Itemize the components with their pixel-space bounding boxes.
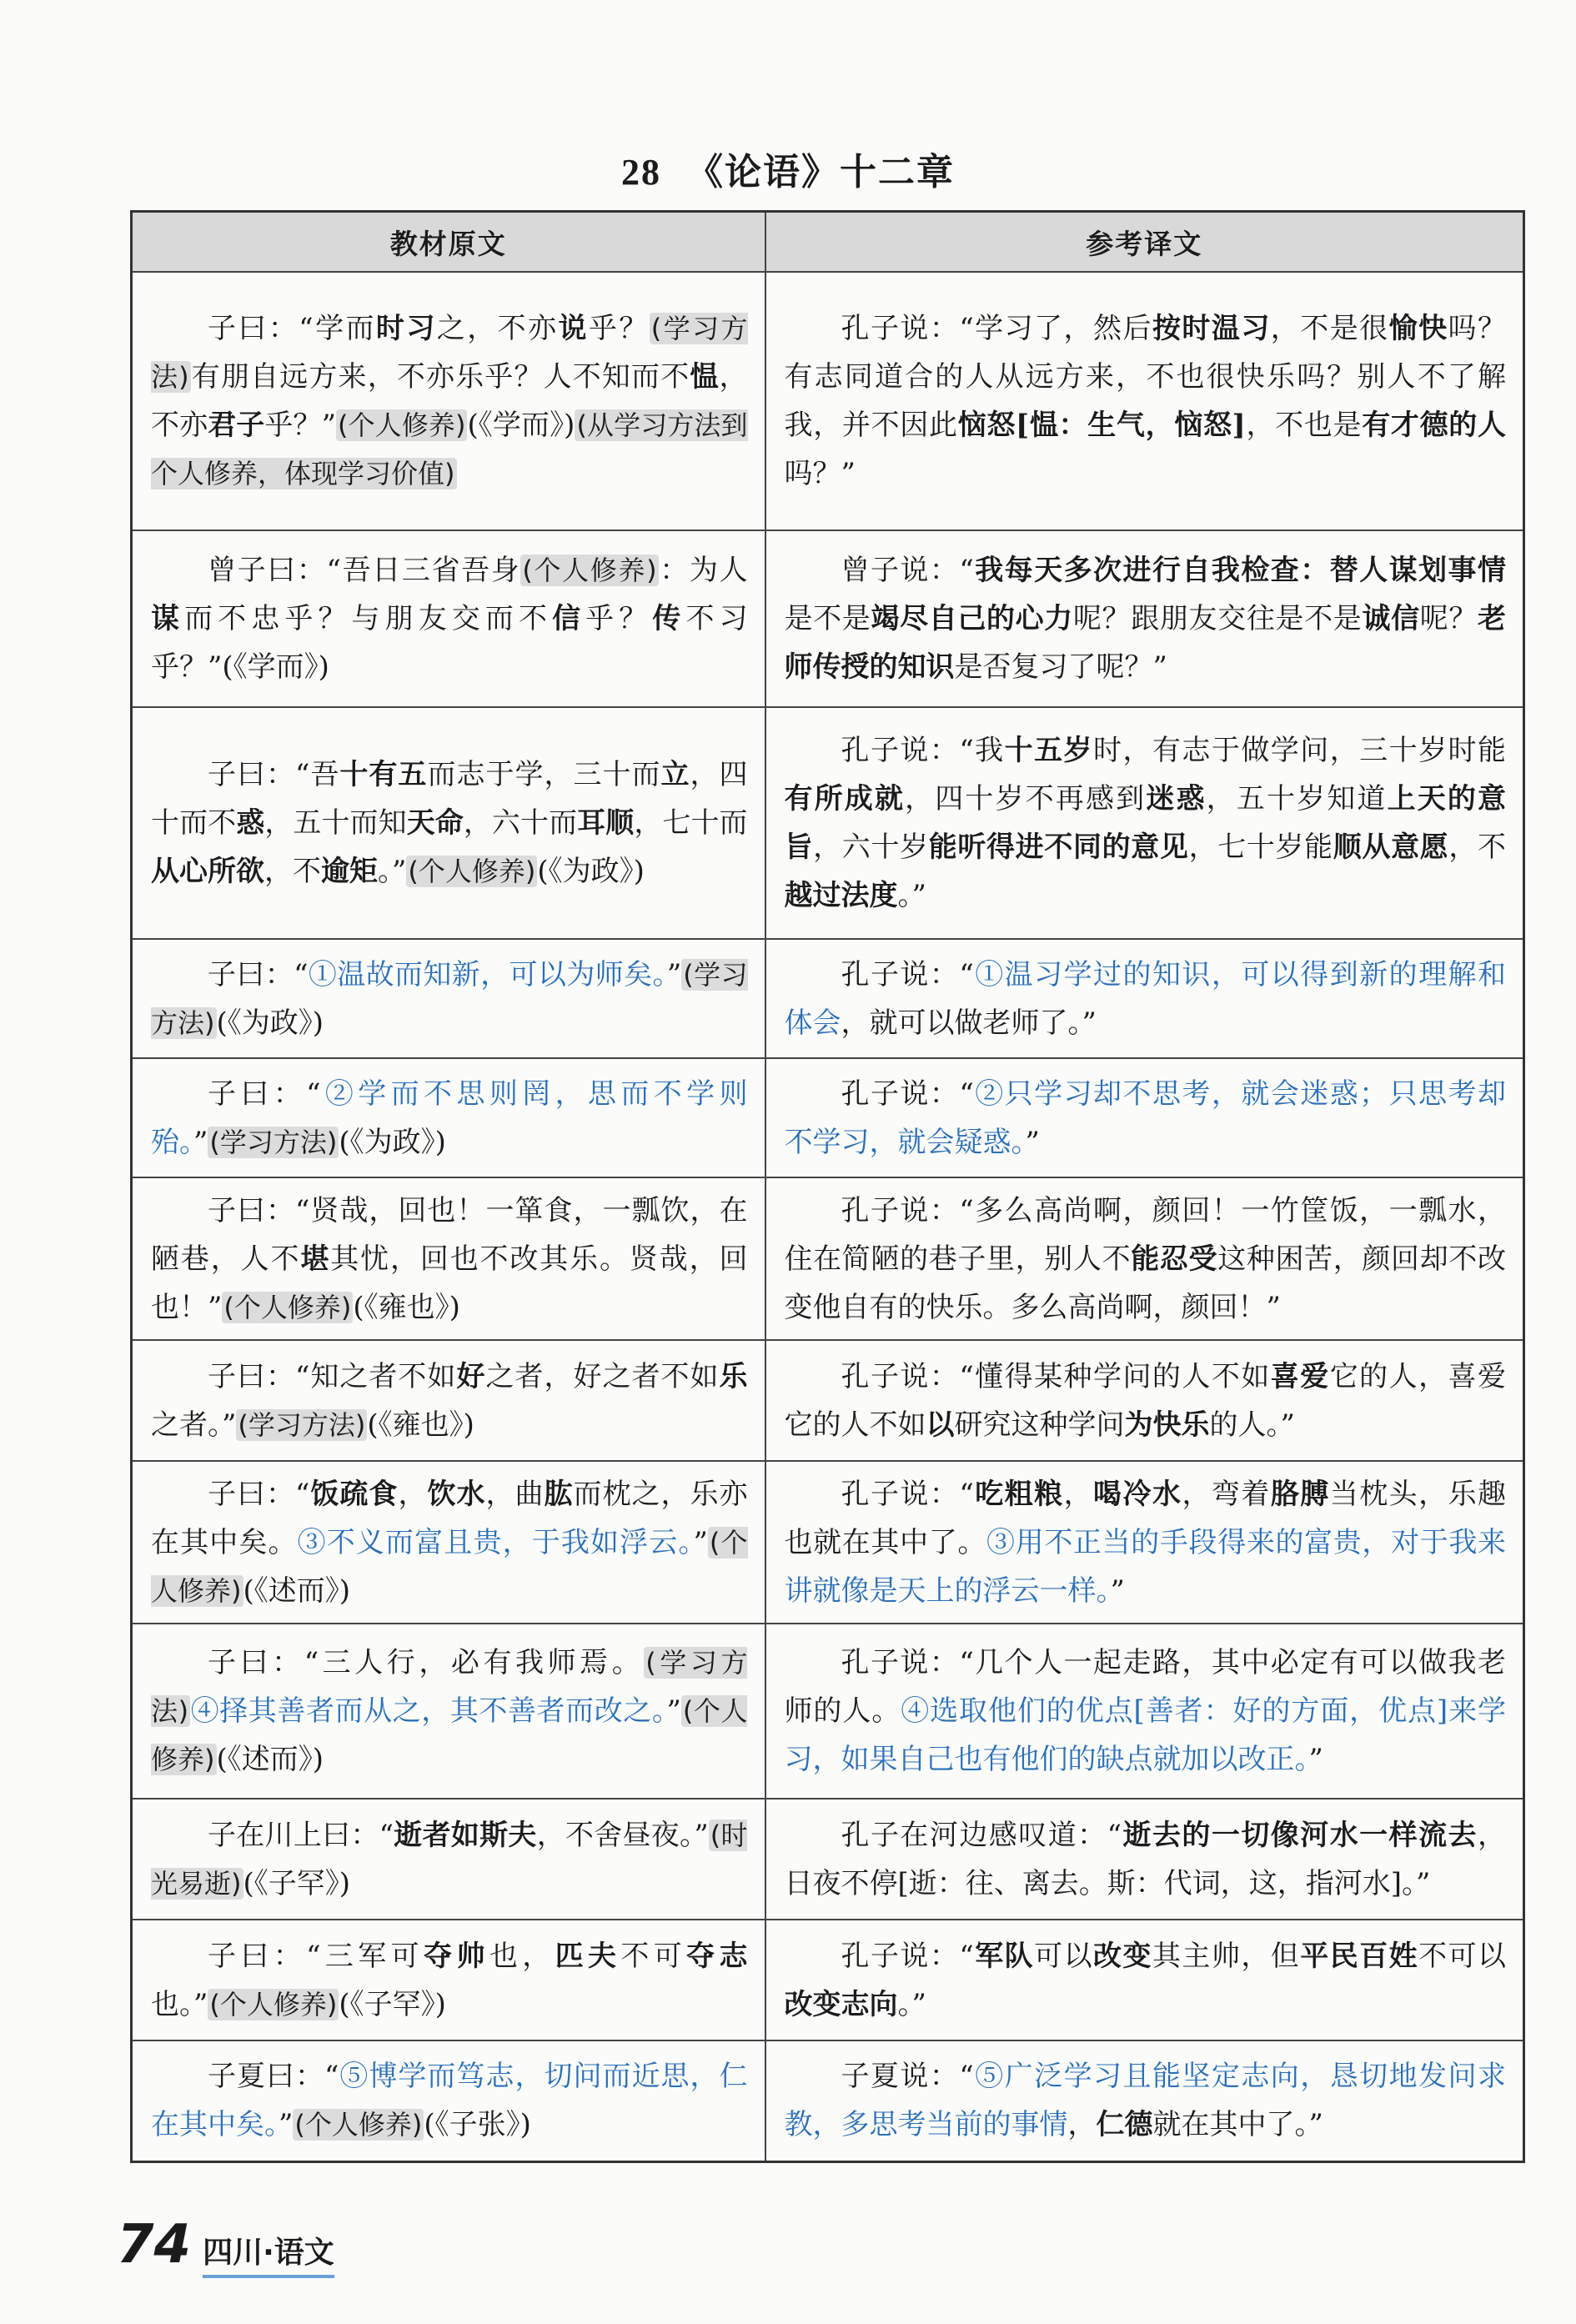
text-segment: 诚信 [1362, 602, 1420, 635]
text-segment: 按时温习 [1152, 312, 1271, 345]
text-segment: ，五十岁知道 [1206, 782, 1388, 816]
text-segment: ” [1025, 1125, 1040, 1159]
annotation-tag: (时光易逝) [151, 1819, 748, 1900]
text-segment: 不习乎？”(《学而》) [151, 602, 748, 684]
table-row [132, 939, 1524, 1058]
key-sentence: ⑤广泛学习且能坚定志向，恳切地发问求教，多思考当前的事情 [784, 2060, 1507, 2142]
table-row [132, 272, 1524, 530]
annotation-tag: (个人修养) [294, 2109, 423, 2141]
text-segment: ，六十而 [463, 806, 578, 840]
lesson-number: 28 [621, 152, 661, 193]
text-segment: ，五十而知 [264, 806, 407, 840]
annotation-tag: (个人修养) [209, 1988, 338, 2020]
table-row [132, 707, 1524, 939]
text-segment: ” [693, 1525, 708, 1559]
text-segment: 改变 [1093, 1939, 1152, 1973]
translation-text-cell [765, 1461, 1524, 1624]
text-segment: 竭尽自己的心力 [871, 602, 1073, 635]
text-segment: 迷惑 [1146, 782, 1207, 816]
annotation-tag: (个人修养) [223, 1291, 352, 1323]
text-segment: (《子罕》) [339, 1987, 446, 2021]
key-sentence: ①温习学过的知识，可以得到新的理解和体会 [784, 957, 1507, 1040]
text-segment: (《述而》) [243, 1574, 351, 1608]
text-segment: 仁德 [1096, 2108, 1153, 2142]
text-segment: 孔子说：“ [841, 1939, 974, 1973]
key-sentence: ④择其善者而从之，其不善者而改之。 [190, 1694, 667, 1728]
text-segment: 孔子说：“ [841, 957, 974, 991]
text-segment: 子在川上曰：“ [208, 1818, 394, 1852]
original-text-cell [132, 1799, 765, 1920]
translation-text-cell [765, 1920, 1524, 2040]
text-segment: 君子 [208, 409, 265, 442]
key-sentence: ②只学习却不思考，就会迷惑；只思考却不学习，就会疑惑。 [784, 1077, 1507, 1159]
text-segment: 子曰：“ [208, 957, 309, 991]
text-segment: ，四十岁不再感到 [905, 782, 1147, 816]
text-segment: (《为政》) [339, 1125, 446, 1159]
original-text-cell [132, 1058, 765, 1177]
table-row [132, 1624, 1524, 1799]
text-segment: ” [193, 1125, 208, 1159]
text-segment: ， [1063, 1477, 1094, 1511]
text-segment: 子曰：“ [208, 1077, 321, 1111]
key-sentence: ①温故而知新，可以为师矣。 [308, 957, 667, 991]
text-segment: ，弯着 [1182, 1477, 1271, 1511]
text-segment: 乎？ [588, 312, 650, 345]
text-segment: ，不是很 [1270, 312, 1389, 345]
text-segment: 平民百姓 [1300, 1939, 1419, 1973]
text-segment: 乎？ [585, 602, 653, 635]
text-segment: 十五岁 [1004, 734, 1094, 767]
text-segment: 曾子说：“ [841, 554, 974, 587]
text-segment: 乐 [719, 1359, 748, 1393]
key-sentence: ⑤博学而笃志，切问而近思，仁在其中矣。 [151, 2060, 748, 2142]
text-segment: 。” [897, 1987, 926, 2021]
lunyu-table [130, 210, 1525, 2163]
lesson-title: 《论语》十二章 [686, 151, 955, 193]
text-segment: 可以 [1034, 1939, 1094, 1973]
text-segment: (《雍也》) [367, 1408, 474, 1442]
text-segment: 它的人，喜爱它的人不如 [784, 1359, 1507, 1442]
text-segment: 天命 [406, 806, 464, 840]
text-segment: 吗？有志同道合的人从远方来，不也很快乐吗？别人不了解我，并不因此 [784, 312, 1507, 442]
text-segment: 肱 [544, 1477, 574, 1511]
text-segment: 这种困苦，颜回却不改变他自有的快乐。多么高尚啊，颜回！” [784, 1242, 1506, 1324]
text-segment: 有才德的人 [1362, 409, 1507, 442]
text-segment: 孔子在河边感叹道：“ [841, 1818, 1122, 1852]
text-segment: 越过法度 [784, 879, 898, 912]
text-segment: 其忧，回也不改其乐。贤哉，回也！” [151, 1242, 748, 1324]
text-segment: 孔子说：“ [841, 1077, 974, 1111]
text-segment: 而不忠乎？与朋友交而不 [184, 602, 553, 635]
original-text-cell [132, 1624, 765, 1799]
text-segment: 孔子说：“ [841, 1477, 974, 1511]
text-segment: 吃粗粮 [973, 1477, 1064, 1511]
text-segment: 研究这种学问 [954, 1408, 1125, 1442]
text-segment: 不可以 [1418, 1939, 1507, 1973]
original-text-cell [132, 1177, 765, 1340]
text-segment: 夺志 [686, 1939, 748, 1973]
text-segment: ，不也是 [1245, 409, 1363, 442]
text-segment: (《为政》) [216, 1006, 324, 1040]
table-row [132, 1340, 1524, 1461]
text-segment: ，七十而 [634, 806, 748, 840]
text-segment: 子曰：“吾 [208, 758, 340, 791]
text-segment: ， [1067, 2108, 1097, 2142]
translation-text-cell [765, 272, 1524, 530]
text-segment: 子曰：“贤哉，回也！一箪食，一瓢饮，在陋巷，人不 [151, 1193, 748, 1276]
annotation-tag: (学习方法) [238, 1408, 366, 1441]
text-segment: ” [279, 2108, 294, 2142]
text-segment: 逝去的一切像河水一样流去 [1122, 1818, 1478, 1852]
text-segment: 有所成就 [784, 782, 906, 816]
text-segment: ” [666, 957, 682, 991]
text-segment: 。” [378, 855, 407, 888]
text-segment: 军队 [973, 1939, 1035, 1973]
text-segment: 孔子说：“懂得某种学问的人不如 [841, 1359, 1271, 1393]
table-row [132, 1058, 1524, 1177]
text-segment: 孔子说：“我 [841, 734, 1005, 767]
text-segment: ，四十而不 [151, 758, 748, 840]
text-segment: 我每天多次进行自我检查：替人谋划事情 [973, 554, 1507, 587]
text-segment: 好 [456, 1359, 486, 1393]
header-translation: 参考译文 [765, 212, 1524, 273]
table-row [132, 1461, 1524, 1624]
table-row [132, 530, 1524, 707]
text-segment: 子夏曰：“ [208, 2060, 339, 2094]
text-segment: 乎？” [264, 409, 336, 442]
text-segment: 。” [897, 879, 926, 912]
text-segment: 子曰：“知之者不如 [208, 1359, 457, 1393]
text-segment: ” [1308, 1743, 1323, 1776]
text-segment: 而志于学，三十而 [427, 758, 661, 791]
text-segment: 孔子说：“几个人一起走路，其中必定有可以做我老师的人。 [784, 1646, 1506, 1728]
text-segment: 饮水 [427, 1477, 486, 1511]
annotation-tag: (个人修养) [408, 856, 536, 887]
text-segment: 子夏说：“ [841, 2060, 974, 2094]
text-segment: ：为人 [658, 554, 748, 587]
translation-text-cell [765, 1058, 1524, 1177]
key-sentence: ③不义而富且贵，于我如浮云。 [297, 1525, 694, 1559]
text-segment: ，就可以做老师了。” [841, 1006, 1097, 1040]
text-segment: 传 [652, 602, 686, 635]
table-header-row [132, 212, 1524, 273]
annotation-tag: (学习方法) [151, 958, 748, 1039]
table-row [132, 1920, 1524, 2040]
annotation-tag: (学习方法) [151, 1647, 748, 1727]
original-text-cell [132, 1920, 765, 2040]
text-segment: 子曰：“学而 [208, 312, 376, 345]
text-segment: 以 [926, 1408, 955, 1442]
page-number: 74 [117, 2214, 192, 2276]
text-segment: ，曲 [485, 1477, 545, 1511]
translation-text-cell [765, 2040, 1524, 2161]
table-row [132, 1799, 1524, 1920]
translation-text-cell [765, 939, 1524, 1058]
text-segment: 而枕之，乐亦在其中矣。 [151, 1477, 748, 1559]
text-segment: 愉快 [1388, 312, 1448, 345]
translation-text-cell [765, 1799, 1524, 1920]
text-segment: 吗？” [784, 457, 856, 490]
original-text-cell [132, 1461, 765, 1624]
text-segment: 时习 [375, 312, 437, 345]
key-sentence: ④选取他们的优点[善者：好的方面，优点]来学习，如果自己也有他们的缺点就加以改正。 [784, 1694, 1507, 1776]
text-segment: 呢？跟朋友交往是不是 [1072, 602, 1363, 635]
text-segment: 惑 [236, 806, 265, 840]
text-segment: 耳顺 [577, 806, 635, 840]
key-sentence: ③用不正当的手段得来的富贵，对于我来讲就像是天上的浮云一样。 [784, 1525, 1507, 1608]
text-segment: 立 [660, 758, 690, 791]
text-segment: 子曰：“三人行，必有我师焉。 [208, 1646, 645, 1679]
translation-text-cell [765, 1340, 1524, 1461]
annotation-tag: (从学习方法到个人修养，体现学习价值) [151, 409, 748, 489]
text-segment: 逝者如斯夫 [394, 1818, 537, 1852]
text-segment: 不可 [620, 1939, 687, 1973]
subject-label: 四川·语文 [203, 2229, 334, 2278]
text-segment: 十有五 [339, 758, 428, 791]
text-segment: 曾子曰：“吾日三省吾身 [208, 554, 521, 587]
original-text-cell [132, 1340, 765, 1461]
annotation-tag: (个人修养) [151, 1526, 748, 1607]
annotation-tag: (学习方法) [151, 313, 748, 393]
text-segment: ，不舍昼夜。” [536, 1818, 709, 1852]
text-segment: 顺从意愿 [1333, 831, 1449, 864]
text-segment: 之者，好之者不如 [485, 1359, 720, 1393]
text-segment: 老师传授的知识 [784, 602, 1507, 684]
header-original: 教材原文 [132, 212, 765, 273]
translation-text-cell [765, 530, 1524, 707]
page-footer [117, 2214, 334, 2278]
annotation-tag: (个人修养) [337, 409, 466, 441]
text-segment: 子曰：“三军可 [208, 1939, 424, 1973]
text-segment: 当枕头，乐趣也就在其中了。 [784, 1477, 1507, 1559]
text-segment: 有朋自远方来，不亦乐乎？人不知而不 [190, 360, 690, 394]
text-segment: (《述而》) [216, 1743, 324, 1776]
text-segment: 说 [558, 312, 589, 345]
table-row [132, 1177, 1524, 1340]
text-segment: 匹夫 [555, 1939, 621, 1973]
translation-text-cell [765, 707, 1524, 939]
annotation-tag: (个人修养) [151, 1695, 748, 1775]
original-text-cell [132, 707, 765, 939]
text-segment: 堪 [300, 1242, 331, 1276]
text-segment: 喜爱 [1270, 1359, 1330, 1393]
text-segment: 信 [552, 602, 586, 635]
text-segment: 从心所欲 [151, 855, 264, 888]
original-text-cell [132, 530, 765, 707]
text-segment: 饭疏食 [309, 1477, 399, 1511]
text-segment: 喝冷水 [1093, 1477, 1182, 1511]
text-segment: 能听得进不同的意见 [928, 831, 1189, 864]
text-segment: 就在其中了。” [1152, 2108, 1323, 2142]
text-segment: 也， [489, 1939, 555, 1973]
text-segment: 夺帅 [424, 1939, 489, 1973]
text-segment: (《子张》) [424, 2108, 531, 2142]
original-text-cell [132, 939, 765, 1058]
translation-text-cell [765, 1624, 1524, 1799]
text-segment: 其主帅，但 [1152, 1939, 1301, 1973]
text-segment: 改变志向 [784, 1987, 898, 2021]
text-segment: 孔子说：“学习了，然后 [841, 312, 1152, 345]
text-segment: 的人。” [1209, 1408, 1295, 1442]
text-segment: 之者。” [151, 1408, 237, 1442]
annotation-tag: (个人修养) [522, 555, 657, 586]
text-segment: 恼怒[愠：生气，恼怒] [957, 409, 1246, 442]
text-segment: 胳膊 [1270, 1477, 1330, 1511]
table-row [132, 2040, 1524, 2161]
text-segment: 是否复习了呢？” [954, 650, 1167, 684]
text-segment: 谋 [151, 602, 185, 635]
text-segment: 逾矩 [321, 855, 378, 888]
text-segment: 能忍受 [1131, 1242, 1218, 1276]
text-segment: 子曰：“ [208, 1477, 310, 1511]
text-segment: ， [398, 1477, 428, 1511]
text-segment: 也。” [151, 1987, 208, 2021]
text-segment: 为快乐 [1124, 1408, 1210, 1442]
text-segment: 呢？ [1419, 602, 1478, 635]
original-text-cell [132, 2040, 765, 2161]
text-segment: 孔子说：“多么高尚啊，颜回！一竹筐饭，一瓢水，住在简陋的巷子里，别人不 [784, 1193, 1506, 1276]
text-segment: ” [666, 1694, 681, 1728]
text-segment: ，日夜不停[逝：往、离去。斯：代词，这，指河水]。” [784, 1818, 1507, 1900]
text-segment: (《雍也》) [353, 1290, 460, 1324]
text-segment: ” [1110, 1574, 1125, 1608]
translation-text-cell [765, 1177, 1524, 1340]
text-segment: 是不是 [784, 602, 871, 635]
original-text-cell [132, 272, 765, 530]
page-title [0, 142, 1576, 195]
text-segment: (《学而》) [467, 409, 575, 442]
text-segment: (《子罕》) [243, 1866, 351, 1900]
text-segment: 时，有志于做学问，三十岁时能 [1093, 734, 1507, 767]
text-segment: 愠 [690, 360, 720, 394]
text-segment: ，不 [1448, 831, 1507, 864]
annotation-tag: (学习方法) [209, 1126, 338, 1158]
text-segment: (《为政》) [537, 855, 645, 888]
text-segment: ，七十岁能 [1188, 831, 1333, 864]
text-segment: ，不亦 [151, 360, 748, 442]
text-segment: ，不 [264, 855, 321, 888]
text-segment: 上天的意旨 [784, 782, 1507, 864]
text-segment: 之，不亦 [436, 312, 559, 345]
key-sentence: ②学而不思则罔，思而不学则殆。 [151, 1077, 748, 1159]
text-segment: ，六十岁 [813, 831, 929, 864]
